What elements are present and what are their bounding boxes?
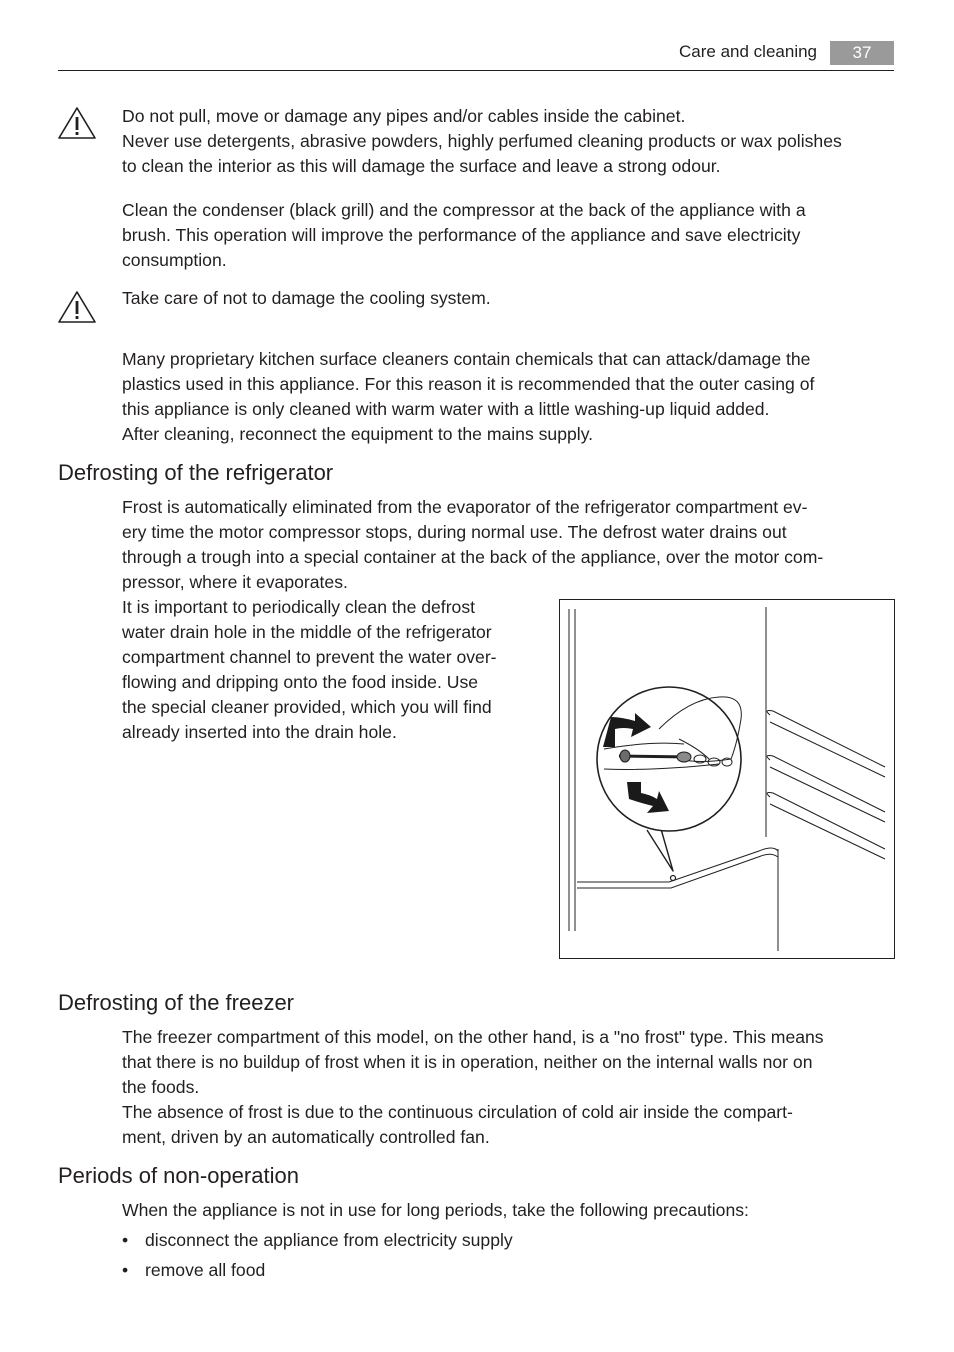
cleaners-paragraph: [122, 347, 898, 447]
warning-triangle-icon: [57, 106, 97, 140]
page-number: 37: [830, 41, 894, 65]
paragraph-line: It is important to periodically clean the defrost: [122, 597, 476, 617]
list-item: [122, 1258, 265, 1283]
non-operation-intro: When the appliance is not in use for long periods, take the following precautions:: [122, 1200, 749, 1220]
paragraph-line: Frost is automatically eliminated from the evaporator of the refrigerator compartment ev-: [122, 497, 808, 517]
bullet-icon: •: [122, 1260, 129, 1280]
paragraph-line: The freezer compartment of this model, on the other hand, is a "no frost" type. This means: [122, 1027, 824, 1047]
list-item-text: remove all food: [145, 1260, 266, 1280]
warning-triangle-icon: [57, 290, 97, 324]
condenser-paragraph: [122, 198, 898, 273]
paragraph-line: water drain hole in the middle of the refrigerator: [122, 622, 492, 642]
warning-text-cooling: Take care of not to damage the cooling system.: [122, 288, 491, 308]
list-item-text: disconnect the appliance from electricity supply: [145, 1230, 513, 1250]
paragraph-line: consumption.: [122, 250, 227, 270]
paragraph-line: plastics used in this appliance. For this reason it is recommended that the outer casing of: [122, 374, 815, 394]
warning-line: Do not pull, move or damage any pipes and/or cables inside the cabinet.: [122, 106, 686, 126]
paragraph-line: through a trough into a special container at the back of the appliance, over the motor com-: [122, 547, 824, 567]
paragraph-line: flowing and dripping onto the food inside. Use: [122, 672, 479, 692]
warning-line: Never use detergents, abrasive powders, highly perfumed cleaning products or wax polishes: [122, 131, 842, 151]
warning-line: to clean the interior as this will damage the surface and leave a strong odour.: [122, 156, 721, 176]
list-item: [122, 1228, 513, 1253]
paragraph-line: that there is no buildup of frost when it is in operation, neither on the internal walls nor on: [122, 1052, 813, 1072]
drain-hole-cleaning-illustration: [559, 599, 895, 959]
warning-text-pipes: [122, 104, 898, 179]
running-header-title: Care and cleaning: [679, 42, 817, 61]
paragraph-line: pressor, where it evaporates.: [122, 572, 348, 592]
freezer-paragraph: [122, 1025, 898, 1150]
paragraph-line: already inserted into the drain hole.: [122, 722, 397, 742]
paragraph-line: brush. This operation will improve the performance of the appliance and save electricity: [122, 225, 801, 245]
paragraph-line: After cleaning, reconnect the equipment to the mains supply.: [122, 424, 594, 444]
paragraph-line: Clean the condenser (black grill) and the compressor at the back of the appliance with a: [122, 200, 806, 220]
paragraph-line: ment, driven by an automatically controlled fan.: [122, 1127, 490, 1147]
bullet-icon: •: [122, 1230, 129, 1250]
heading-non-operation: Periods of non-operation: [58, 1163, 299, 1188]
paragraph-line: The absence of frost is due to the continuous circulation of cold air inside the compart-: [122, 1102, 793, 1122]
paragraph-line: ery time the motor compressor stops, during normal use. The defrost water drains out: [122, 522, 787, 542]
header-rule: [58, 70, 894, 71]
paragraph-line: this appliance is only cleaned with warm water with a little washing-up liquid added.: [122, 399, 770, 419]
paragraph-line: the special cleaner provided, which you will find: [122, 697, 492, 717]
paragraph-line: the foods.: [122, 1077, 200, 1097]
refrigerator-paragraph-2: [122, 595, 547, 745]
refrigerator-paragraph-1: [122, 495, 898, 595]
paragraph-line: compartment channel to prevent the water over-: [122, 647, 497, 667]
heading-defrost-freezer: Defrosting of the freezer: [58, 990, 295, 1015]
paragraph-line: Many proprietary kitchen surface cleaners contain chemicals that can attack/damage the: [122, 349, 811, 369]
heading-defrost-refrigerator: Defrosting of the refrigerator: [58, 460, 334, 485]
